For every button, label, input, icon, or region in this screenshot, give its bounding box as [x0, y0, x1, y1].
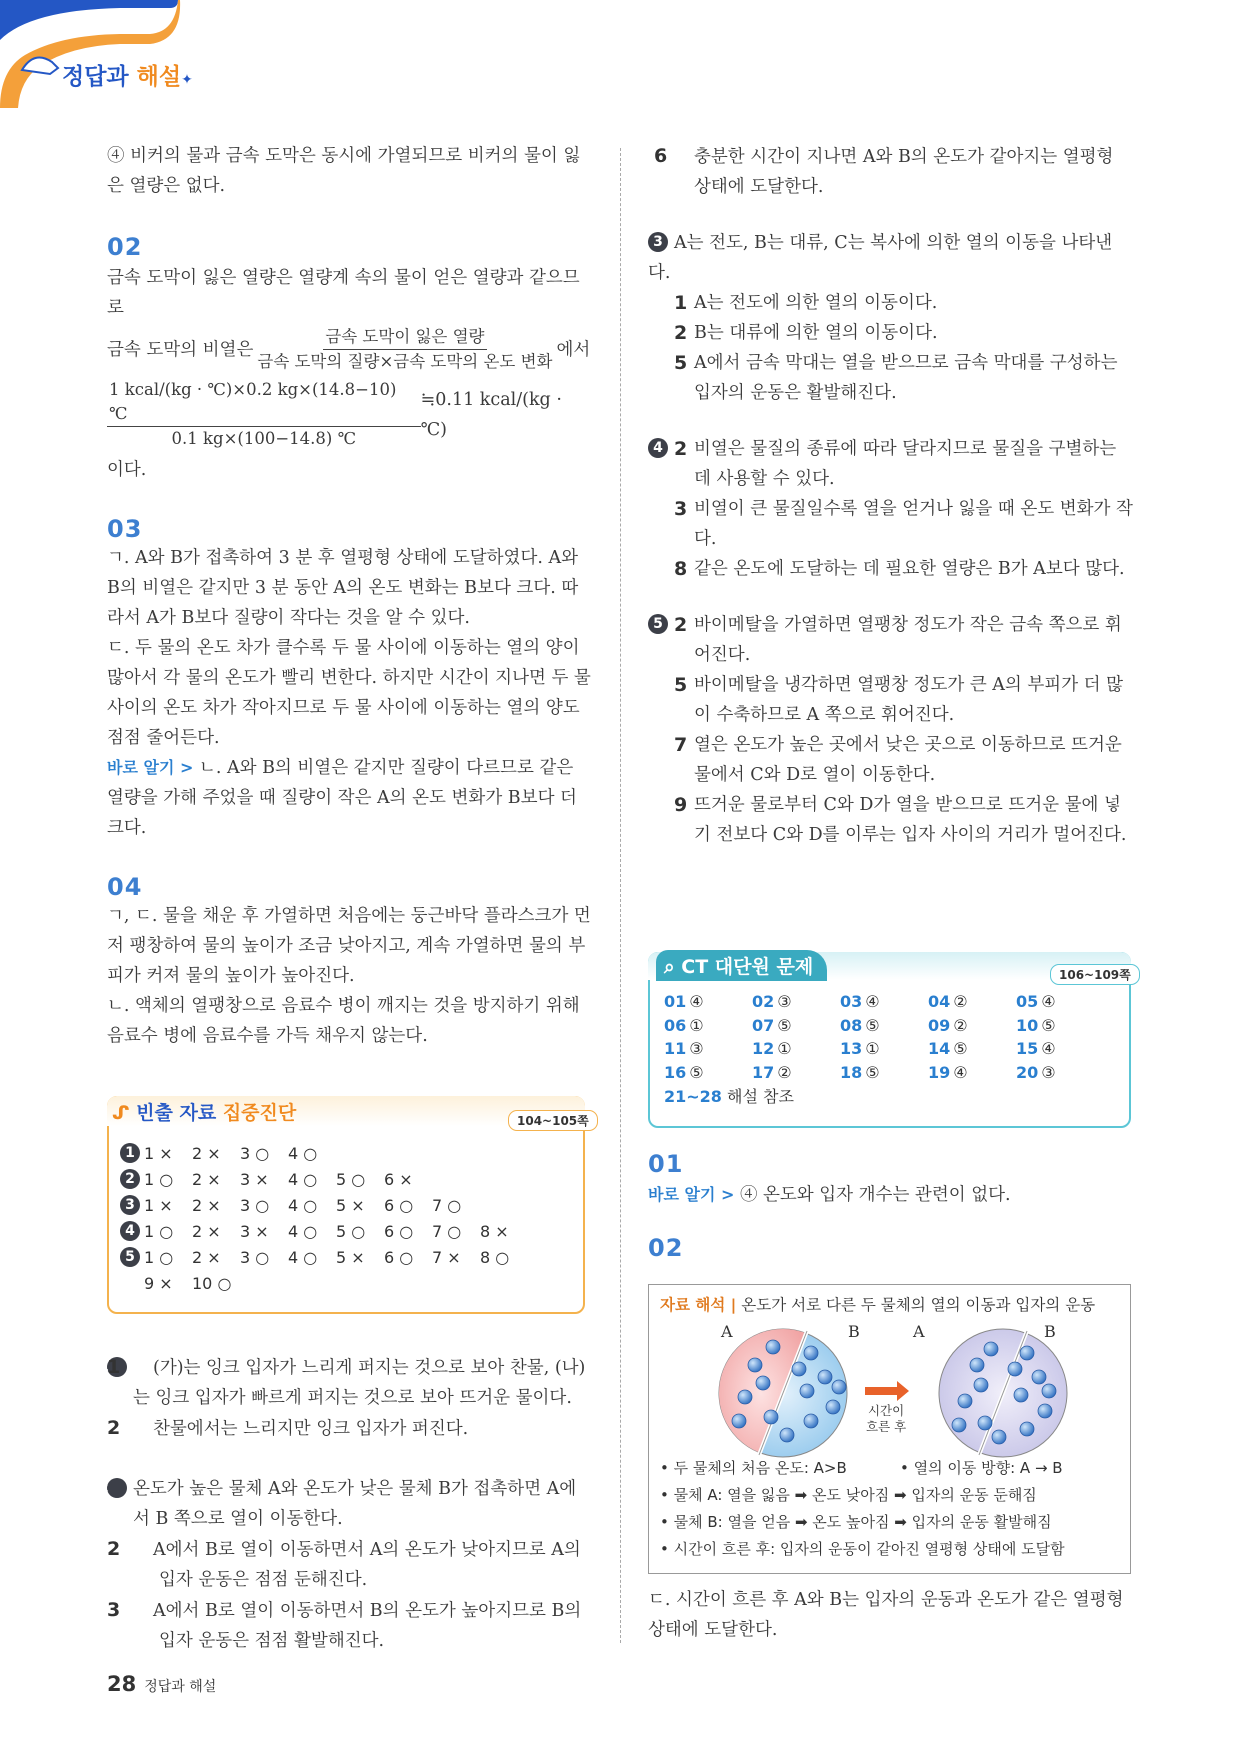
q03-baro-text: ㄴ. A와 B의 비열은 같지만 질량이 다르므로 같은 열량을 가해 주었을 때 질량이 작은 A의 온도 변화가 B보다 더 크다.	[107, 758, 577, 838]
badge-1: 1	[107, 1357, 127, 1377]
q02-formula1-pre: 금속 도막의 비열은	[107, 339, 254, 360]
ct-question-number: 18	[840, 1062, 863, 1082]
item-lead	[648, 610, 674, 670]
badge-5: 5	[648, 614, 668, 634]
ct-row	[664, 1061, 1114, 1085]
ct-question-number: 16	[664, 1062, 687, 1082]
e2-intro	[99, 1474, 593, 1534]
e2-item3	[107, 1595, 593, 1656]
bincheol-cell: 3 ○	[240, 1143, 270, 1163]
ct-cell	[840, 1039, 928, 1058]
q02-heading: 02	[107, 233, 143, 261]
bincheol-cell: 7 ○	[432, 1221, 462, 1241]
bincheol-cell: 1 ○	[144, 1169, 174, 1189]
item-text: A는 전도에 의한 열의 이동이다.	[694, 293, 938, 313]
fraction2-numerator: 1 kcal/(kg · ℃)×0.2 kg×(14.8−10) ℃	[107, 378, 421, 427]
e2-t0: 온도가 높은 물체 A와 온도가 낮은 물체 B가 접촉하면 A에서 B 쪽으로 열이 이동한다.	[133, 1479, 577, 1529]
ct-cell	[840, 992, 928, 1011]
particle	[1038, 1404, 1052, 1418]
item-number: 2	[674, 438, 688, 460]
ct-answer: ⑤	[1041, 1015, 1056, 1035]
ct-question-number: 09	[928, 1015, 951, 1035]
particle	[756, 1376, 770, 1390]
item-number: 2	[674, 322, 688, 344]
analysis-label: 자료 해석 |	[660, 1296, 737, 1314]
e2-t2: A에서 B로 열이 이동하면서 B의 온도가 높아지므로 B의 입자 운동은 점점 활발해진다.	[153, 1601, 582, 1651]
ct-row	[664, 990, 1114, 1014]
column-divider	[620, 148, 621, 1643]
bincheol-table	[120, 1140, 580, 1296]
e3-list	[648, 288, 1134, 408]
bincheol-row	[120, 1218, 580, 1244]
ct-last-number: 21~28	[664, 1087, 722, 1106]
ct-question-number: 01	[664, 992, 687, 1012]
bincheol-row	[120, 1244, 580, 1270]
ct-answer: ④	[689, 992, 704, 1012]
explanation-item	[648, 610, 1134, 670]
explanation-item	[648, 348, 1134, 408]
item-text: A에서 금속 막대는 열을 받으므로 금속 막대를 구성하는 입자의 운동은 활발해진다.	[694, 353, 1118, 403]
bincheol-row	[120, 1270, 580, 1296]
ct-answer: ⑤	[865, 1062, 880, 1082]
bincheol-badge: 2	[120, 1169, 140, 1189]
particle	[1042, 1384, 1056, 1398]
r-q02-heading: 02	[648, 1234, 684, 1262]
item-lead	[648, 288, 674, 318]
r-baro-label: 바로 알기 >	[648, 1185, 735, 1204]
fraction2-result: ≒0.11 kcal/(kg · ℃)	[420, 389, 562, 440]
bincheol-badge: 3	[120, 1195, 140, 1215]
bincheol-cell: 5 ×	[336, 1247, 365, 1267]
footer	[107, 1672, 216, 1696]
bincheol-cell: 5 ○	[336, 1221, 366, 1241]
r6-item	[648, 141, 1134, 202]
ct-answer: ①	[777, 1039, 792, 1059]
ct-cell	[752, 1039, 840, 1058]
bincheol-badge: 4	[120, 1221, 140, 1241]
bincheol-row	[120, 1140, 580, 1166]
bincheol-cell: 6 ○	[384, 1247, 414, 1267]
ct-last-row	[664, 1084, 1114, 1108]
ct-row	[664, 1014, 1114, 1038]
right-q-section	[648, 1150, 1134, 1262]
ct-question-number: 20	[1016, 1062, 1039, 1082]
label-b-after: B	[1044, 1322, 1056, 1341]
left-column	[107, 141, 593, 1051]
particle	[764, 1410, 778, 1424]
ct-cell	[752, 1016, 840, 1035]
particle	[804, 1346, 818, 1360]
bincheol-cell: 10 ○	[192, 1273, 232, 1293]
bincheol-cell: 4 ○	[288, 1169, 318, 1189]
right-column	[648, 141, 1134, 850]
ct-title-a: CT	[681, 956, 715, 978]
item-lead	[648, 730, 674, 790]
q02-line1: 금속 도막이 잃은 열량은 열량계 속의 물이 얻은 열량과 같으므로	[107, 268, 580, 318]
q03-baro	[107, 753, 593, 843]
intro-text: ④ 비커의 물과 금속 도막은 동시에 가열되므로 비커의 물이 잃은 열량은 없다.	[107, 146, 581, 196]
header-title-a: 정답과	[62, 64, 137, 90]
ct-cell	[752, 1063, 840, 1082]
bincheol-cell: 5 ×	[336, 1195, 365, 1215]
fraction2-denominator: 0.1 kg×(100−14.8) ℃	[171, 429, 357, 448]
ct-question-number: 15	[1016, 1039, 1039, 1059]
explanation-item	[648, 670, 1134, 730]
particle	[766, 1340, 780, 1354]
item-number: 2	[674, 614, 688, 636]
item-lead	[648, 790, 674, 850]
bincheol-cell: 4 ○	[288, 1195, 318, 1215]
ct-answer: ④	[865, 992, 880, 1012]
item-lead	[648, 318, 674, 348]
fraction-calculation	[107, 378, 421, 451]
q03-heading: 03	[107, 515, 143, 543]
particle	[832, 1380, 846, 1394]
particle	[970, 1358, 984, 1372]
baro-label: 바로 알기 >	[107, 758, 194, 777]
ct-cell	[664, 1016, 752, 1035]
explanation-item	[648, 730, 1134, 790]
ct-answer: ⑤	[865, 1015, 880, 1035]
bincheol-cell: 7 ×	[432, 1247, 461, 1267]
e1-t1: (가)는 잉크 입자가 느리게 퍼지는 것으로 보아 찬물, (나)는 잉크 입자가 빠르게 퍼지는 것으로 보아 뜨거운 물이다.	[133, 1358, 586, 1408]
item-text: 바이메탈을 냉각하면 열팽창 정도가 큰 A의 부피가 더 많이 수축하므로 A 쪽으로 휘어진다.	[694, 675, 1124, 725]
badge-4: 4	[648, 438, 668, 458]
bincheol-cell: 6 ○	[384, 1221, 414, 1241]
e3-t0: A는 전도, B는 대류, C는 복사에 의한 열의 이동을 나타낸다.	[648, 233, 1113, 283]
particle	[748, 1358, 762, 1372]
label-b-before: B	[848, 1322, 860, 1341]
particle	[984, 1342, 998, 1356]
ct-answer: ②	[953, 1015, 968, 1035]
ct-question-number: 12	[752, 1039, 775, 1059]
e1-n2: 2	[107, 1417, 121, 1439]
ct-cell	[840, 1016, 928, 1035]
ct-cell	[928, 1039, 1016, 1058]
header-title-b: 해설	[136, 64, 182, 90]
header-decoration	[0, 0, 260, 110]
ct-question-number: 17	[752, 1062, 775, 1082]
ct-answer: ⑤	[777, 1015, 792, 1035]
ct-answer: ②	[777, 1062, 792, 1082]
item-number: 5	[674, 674, 688, 696]
bincheol-row	[120, 1192, 580, 1218]
bincheol-cell: 1 ×	[144, 1195, 173, 1215]
bincheol-cell: 8 ○	[480, 1247, 510, 1267]
item-lead	[648, 348, 674, 408]
bincheol-cell: 3 ○	[240, 1195, 270, 1215]
e1-item1	[99, 1352, 593, 1413]
explanation-item	[648, 434, 1134, 494]
fraction1-numerator: 금속 도막이 잃은 열량	[323, 325, 486, 350]
item-number: 9	[674, 794, 688, 816]
page-number: 28	[107, 1672, 137, 1696]
analysis-title	[660, 1293, 1095, 1315]
item-number: 5	[674, 352, 688, 374]
ct-cell	[1016, 1016, 1104, 1035]
item-text: B는 대류에 의한 열의 이동이다.	[694, 323, 938, 343]
item-text: 열은 온도가 높은 곳에서 낮은 곳으로 이동하므로 뜨거운 물에서 C와 D로 열이 이동한다.	[694, 735, 1122, 785]
e5-list	[648, 610, 1134, 850]
ct-pages: 106~109쪽	[1050, 964, 1140, 985]
ct-question-number: 14	[928, 1039, 951, 1059]
footer-label: 정답과 해설	[144, 1679, 217, 1695]
bincheol-cell: 3 ×	[240, 1221, 269, 1241]
time-arrow-icon	[865, 1381, 909, 1401]
ct-cell	[1016, 1039, 1104, 1058]
ct-row	[664, 1037, 1114, 1061]
ct-answer: ④	[953, 1062, 968, 1082]
fraction-specific-heat	[257, 325, 552, 374]
bincheol-cell: 8 ×	[480, 1221, 509, 1241]
explanation-item	[648, 494, 1134, 554]
sparkle-icon: ✦	[181, 72, 193, 88]
bullet-1b: • 열의 이동 방향: A → B	[900, 1459, 1063, 1477]
ct-answer: ⑤	[689, 1062, 704, 1082]
explanation-item	[648, 790, 1134, 850]
stethoscope-icon: ᔑ	[112, 1102, 130, 1124]
ct-question-number: 04	[928, 992, 951, 1012]
bincheol-cell: 2 ×	[192, 1143, 221, 1163]
e1-t2: 찬물에서는 느리지만 잉크 입자가 퍼진다.	[153, 1419, 469, 1439]
item-number: 7	[674, 734, 688, 756]
ct-question-number: 07	[752, 1015, 775, 1035]
q02-formula2	[107, 378, 593, 451]
particle	[1008, 1362, 1022, 1376]
bullet-4: • 시간이 흐른 후: 입자의 운동이 같아진 열평형 상태에 도달함	[660, 1540, 1065, 1558]
particle	[804, 1414, 818, 1428]
bincheol-cell: 4 ○	[288, 1221, 318, 1241]
ct-answer: ①	[865, 1039, 880, 1059]
ct-title	[656, 950, 827, 981]
explanation-item	[648, 554, 1134, 584]
e1-n1: 1	[107, 1356, 121, 1378]
particle	[992, 1430, 1006, 1444]
e2-item2	[107, 1534, 593, 1595]
before-circle	[715, 1325, 847, 1461]
item-lead	[648, 670, 674, 730]
bincheol-cell: 2 ×	[192, 1247, 221, 1267]
q04-heading: 04	[107, 873, 143, 901]
bincheol-cell: 9 ×	[144, 1273, 173, 1293]
item-text: 뜨거운 물로부터 C와 D가 열을 받으므로 뜨거운 물에 넣기 전보다 C와 D를 이루는 입자 사이의 거리가 멀어진다.	[694, 795, 1127, 845]
bincheol-row	[120, 1166, 580, 1192]
particle	[792, 1362, 806, 1376]
bincheol-cell: 2 ×	[192, 1221, 221, 1241]
r-q01-heading: 01	[648, 1150, 684, 1178]
particle	[1032, 1370, 1046, 1384]
particle	[800, 1384, 814, 1398]
ct-question-number: 11	[664, 1039, 687, 1059]
particle	[826, 1400, 840, 1414]
ct-answer: ③	[1041, 1062, 1056, 1082]
r-q02-conclusion: ㄷ. 시간이 흐른 후 A와 B는 입자의 운동과 온도가 같은 열평형 상태에 도달한다.	[648, 1590, 1124, 1640]
bincheol-cell: 3 ○	[240, 1247, 270, 1267]
ct-answer: ④	[1041, 1039, 1056, 1059]
q02-end: 이다.	[107, 460, 147, 480]
ct-answer: ①	[689, 1015, 704, 1035]
e4-list	[648, 434, 1134, 584]
explanation-item	[648, 318, 1134, 348]
item-text: 바이메탈을 가열하면 열팽창 정도가 작은 금속 쪽으로 휘어진다.	[694, 615, 1122, 665]
item-text: 비열은 물질의 종류에 따라 달라지므로 물질을 구별하는 데 사용할 수 있다.	[694, 439, 1117, 489]
arrow-label-1: 시간이	[867, 1403, 905, 1418]
bincheol-cell: 6 ×	[384, 1169, 413, 1189]
bullet-1a: • 두 물체의 처음 온도: A>B	[660, 1459, 847, 1477]
ct-cell	[1016, 1063, 1104, 1082]
item-text: 비열이 큰 물질일수록 열을 얻거나 잃을 때 온도 변화가 작다.	[694, 499, 1133, 549]
particle	[974, 1378, 988, 1392]
ct-question-number: 02	[752, 992, 775, 1012]
q03-p1: ㄱ. A와 B가 접촉하여 3 분 후 열평형 상태에 도달하였다. A와 B의 비열은 같지만 3 분 동안 A의 온도 변화는 B보다 크다. 따라서 A가 B보다 질량이 작다는 것을 알 수 있다.	[107, 548, 579, 628]
particle	[1020, 1422, 1034, 1436]
ct-question-number: 13	[840, 1039, 863, 1059]
ct-question-number: 06	[664, 1015, 687, 1035]
e1-item2	[107, 1413, 593, 1444]
bincheol-title-a: 빈출 자료	[136, 1102, 223, 1124]
ct-cell	[840, 1063, 928, 1082]
ct-cell	[752, 992, 840, 1011]
bincheol-cell: 2 ×	[192, 1195, 221, 1215]
ct-title-b: 대단원 문제	[714, 956, 814, 978]
ct-question-number: 10	[1016, 1015, 1039, 1035]
bincheol-cell: 7 ○	[432, 1195, 462, 1215]
analysis-title-text: 온도가 서로 다른 두 물체의 열의 이동과 입자의 운동	[736, 1296, 1096, 1314]
header-title	[62, 58, 193, 91]
q03-p2: ㄷ. 두 물의 온도 차가 클수록 두 물 사이에 이동하는 열의 양이 많아서 각 물의 온도가 빨리 변한다. 하지만 시간이 지나면 두 물 사이의 온도 차가 작아지므로 두 물 사이에 이동하는 열의 양도 점점 줄어든다.	[107, 638, 591, 748]
bincheol-badge: 5	[120, 1247, 140, 1267]
item-lead	[648, 554, 674, 584]
r-q01-text: ④ 온도와 입자 개수는 관련이 없다.	[734, 1185, 1011, 1205]
bincheol-cell: 3 ×	[240, 1169, 269, 1189]
bullet-3: • 물체 B: 열을 얻음 ➡ 온도 높아짐 ➡ 입자의 운동 활발해짐	[660, 1513, 1052, 1531]
bincheol-badge: 1	[120, 1143, 140, 1163]
e2-n1: 2	[107, 1538, 121, 1560]
ct-question-number: 05	[1016, 992, 1039, 1012]
bincheol-cell: 1 ○	[144, 1247, 174, 1267]
ct-answer: ③	[777, 992, 792, 1012]
q04-p1: ㄱ, ㄷ. 물을 채운 후 가열하면 처음에는 둥근바닥 플라스크가 먼저 팽창하여 물의 높이가 조금 낮아지고, 계속 가열하면 물의 부피가 커져 물의 높이가 높아진다.	[107, 906, 591, 986]
ct-cell	[664, 1039, 752, 1058]
ct-cell	[928, 1016, 1016, 1035]
q04-p2: ㄴ. 액체의 열팽창으로 음료수 병이 깨지는 것을 방지하기 위해 음료수 병에 음료수를 가득 채우지 않는다.	[107, 996, 580, 1046]
particle	[818, 1370, 832, 1384]
particle	[958, 1394, 972, 1408]
bincheol-cell: 4 ○	[288, 1247, 318, 1267]
bincheol-cell: 5 ○	[336, 1169, 366, 1189]
fraction1-denominator: 금속 도막의 질량×금속 도막의 온도 변화	[257, 352, 553, 371]
ct-answer: ⑤	[953, 1039, 968, 1059]
ct-answer: ②	[953, 992, 968, 1012]
explanation-item	[648, 288, 1134, 318]
label-a-before: A	[721, 1322, 733, 1341]
bincheol-cell: 6 ○	[384, 1195, 414, 1215]
bincheol-cell: 1 ○	[144, 1221, 174, 1241]
ct-cell	[1016, 992, 1104, 1011]
ct-question-number: 03	[840, 992, 863, 1012]
ct-question-number: 08	[840, 1015, 863, 1035]
bincheol-cell: 2 ×	[192, 1169, 221, 1189]
particle	[732, 1414, 746, 1428]
particle	[1014, 1388, 1028, 1402]
ct-grid	[664, 990, 1114, 1108]
particle	[1020, 1346, 1034, 1360]
bincheol-title	[112, 1098, 296, 1125]
ct-answer: ④	[1041, 992, 1056, 1012]
item-number: 1	[674, 292, 688, 314]
ct-last-text: 해설 참조	[721, 1087, 794, 1106]
bincheol-cell: 4 ○	[288, 1143, 318, 1163]
ct-cell	[664, 992, 752, 1011]
analysis-bullets	[660, 1455, 1125, 1563]
particle	[780, 1428, 794, 1442]
arrow-label	[866, 1403, 906, 1435]
bincheol-cell: 1 ×	[144, 1143, 173, 1163]
particle	[978, 1416, 992, 1430]
ct-cell	[664, 1063, 752, 1082]
particle	[952, 1418, 966, 1432]
bullet-2: • 물체 A: 열을 잃음 ➡ 온도 낮아짐 ➡ 입자의 운동 둔해짐	[660, 1486, 1037, 1504]
bincheol-title-b: 집중진단	[222, 1102, 297, 1124]
e3-intro	[648, 228, 1134, 288]
item-lead	[648, 494, 674, 554]
r6-text: 충분한 시간이 지나면 A와 B의 온도가 같아지는 열평형 상태에 도달한다.	[694, 147, 1114, 197]
bincheol-pages: 104~105쪽	[508, 1110, 598, 1131]
ct-question-number: 19	[928, 1062, 951, 1082]
particle-diagram	[715, 1325, 1075, 1475]
item-text: 같은 온도에 도달하는 데 필요한 열량은 B가 A보다 많다.	[694, 559, 1125, 579]
bullet-1	[660, 1455, 1125, 1482]
q02-formula1	[107, 325, 593, 374]
r6-num: 6	[654, 145, 668, 167]
label-a-after: A	[913, 1322, 925, 1341]
q02-formula1-post: 에서	[556, 339, 591, 360]
badge-3: 3	[648, 232, 668, 252]
ct-answer: ③	[689, 1039, 704, 1059]
magnifier-icon: ⌕	[664, 956, 675, 978]
arrow-label-2: 흐른 후	[866, 1419, 907, 1434]
item-lead	[648, 434, 674, 494]
left-explanations	[99, 1352, 593, 1656]
item-number: 8	[674, 558, 688, 580]
item-number: 3	[674, 498, 688, 520]
ct-cell	[928, 992, 1016, 1011]
r-q01-baro	[648, 1180, 1134, 1210]
badge-2: 2	[107, 1478, 127, 1498]
ct-cell	[928, 1063, 1016, 1082]
e2-t1: A에서 B로 열이 이동하면서 A의 온도가 낮아지므로 A의 입자 운동은 점점 둔해진다.	[153, 1540, 581, 1590]
e2-n2: 3	[107, 1599, 121, 1621]
particle	[738, 1390, 752, 1404]
